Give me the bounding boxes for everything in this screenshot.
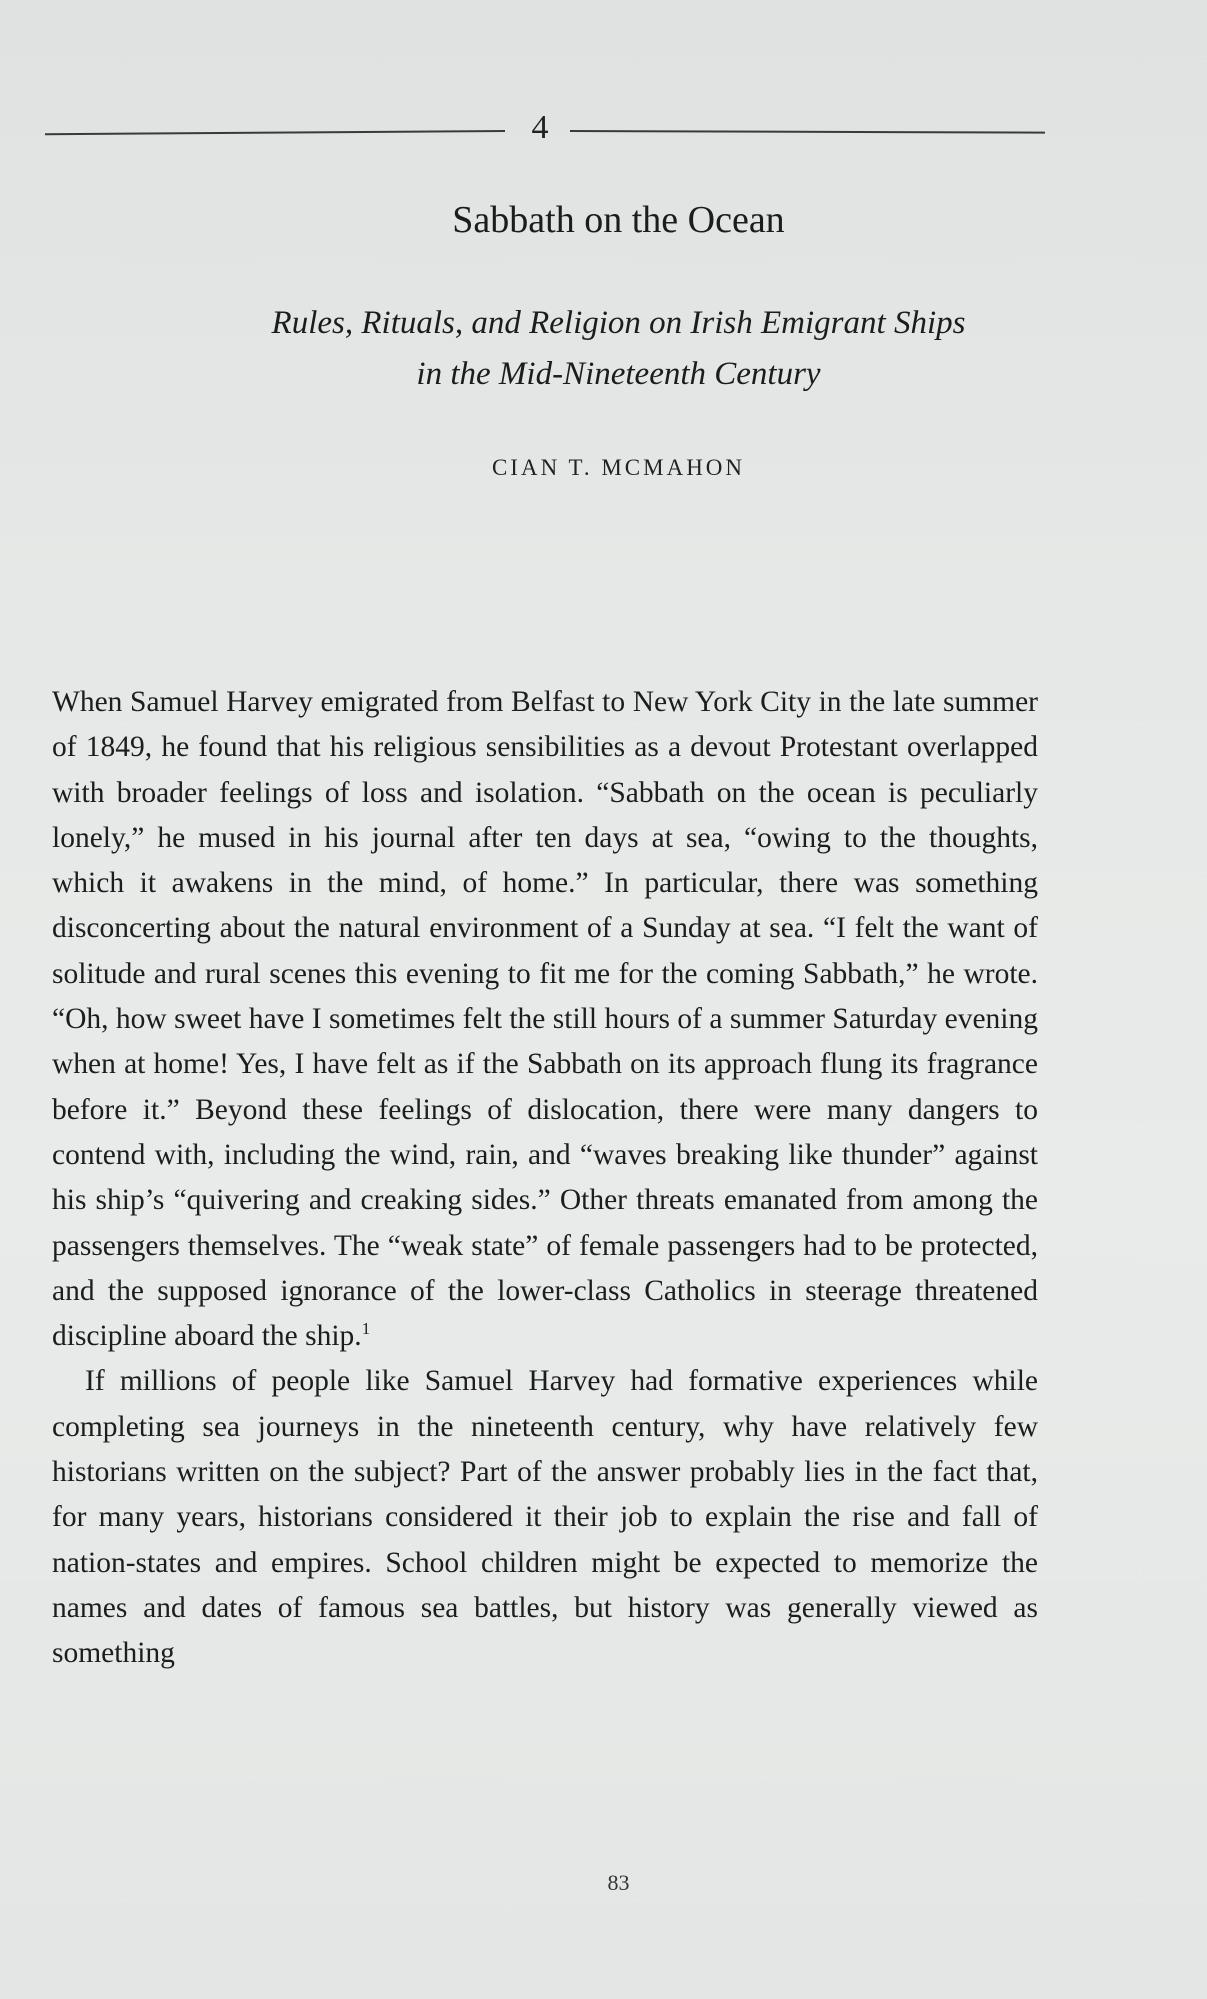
chapter-number: 4 [531,109,549,146]
paragraph-1 [52,680,1038,1359]
chapter-rule-right [570,130,1045,134]
chapter-subtitle [0,298,1207,400]
footnote-marker[interactable]: 1 [361,1319,371,1339]
paragraph-1-text: When Samuel Harvey emigrated from Belfast to New York City in the late summer of 1849, he found that his religious sensibilities as a devout Protestant overlapped with broader feelings of loss and isolation. “Sabbath on the ocean is peculiarly lonely,” he mused in his journal after ten days at sea, “owing to the thoughts, which it awakens in the mind, of home.” In particular, there was something disconcerting about the natural environment of a Sunday at sea. “I felt the want of solitude and rural scenes this evening to fit me for the coming Sabbath,” he wrote. “Oh, how sweet have I sometimes felt the still hours of a summer Saturday evening when at home! Yes, I have felt as if the Sabbath on its approach flung its fragrance before it.” Beyond these feelings of dislocation, there were many dangers to contend with, including the wind, rain, and “waves breaking like thunder” against his ship’s “quivering and creaking sides.” Other threats emanated from among the passengers themselves. The “weak state” of female passengers had to be protected, and the supposed ignorance of the lower-class Catholics in steerage threatened discipline aboard the ship. [52,686,1038,1353]
chapter-author: CIAN T. MCMAHON [491,455,746,480]
chapter-rule-left [45,130,505,135]
subtitle-line-2: in the Mid-Nineteenth Century [416,356,821,392]
subtitle-line-1: Rules, Rituals, and Religion on Irish Emigrant Ships [271,305,966,341]
chapter-title: Sabbath on the Ocean [452,199,785,241]
paragraph-2: If millions of people like Samuel Harvey had formative experiences while completing sea journeys in the nineteenth century, why have relatively few historians written on the subject? Part of the answer probably lies in the fact that, for many years, historians considered it their job to explain the rise and fall of nation-states and empires. School children might be expected to memorize the names and dates of famous sea battles, but history was generally viewed as something [52,1365,1038,1670]
body-text [52,680,1038,1677]
chapter-heading [45,106,1045,150]
page-number: 83 [607,1870,630,1895]
